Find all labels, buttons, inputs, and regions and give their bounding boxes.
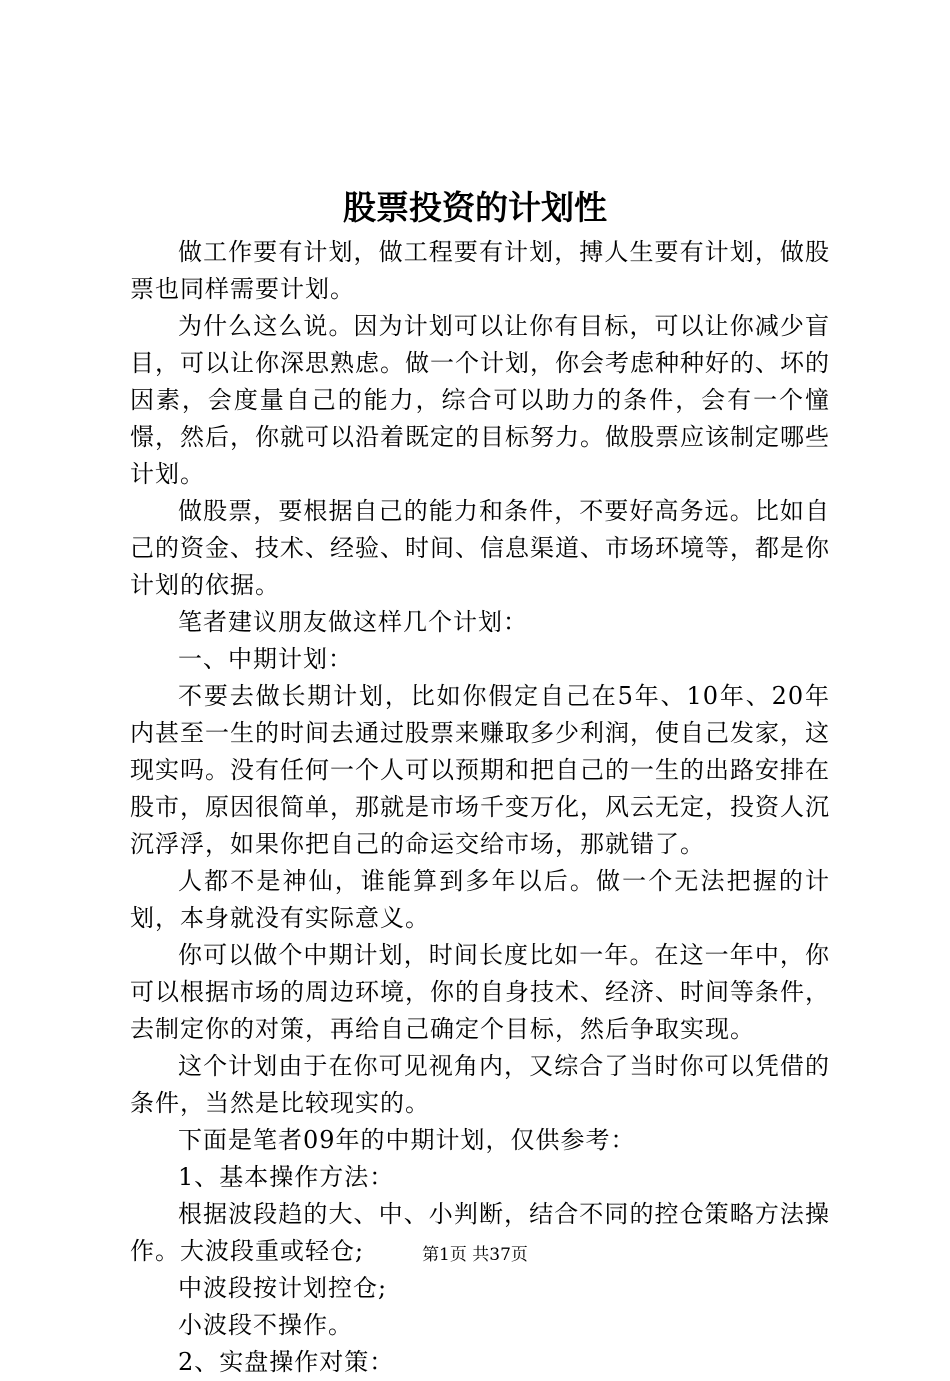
paragraph: 中波段按计划控仓;	[178, 1274, 388, 1302]
page-title: 股票投资的计划性	[343, 188, 607, 227]
list-heading: 2、实盘操作对策：	[178, 1348, 395, 1376]
document-body	[130, 234, 830, 1381]
paragraph: 笔者建议朋友做这样几个计划：	[178, 608, 528, 636]
paragraph: 你可以做个中期计划，时间长度比如一年。在这一年中，你可以根据市场的周边环境，你的自身技术、经济、时间等条件，去制定你的对策，再给自己确定个目标，然后争取实现。	[130, 941, 830, 1043]
paragraph: 这个计划由于在你可见视角内，又综合了当时你可以凭借的条件，当然是比较现实的。	[130, 1052, 830, 1117]
paragraph: 不要去做长期计划，比如你假定自己在5年、10年、20年内甚至一生的时间去通过股票来赚取多少利润，使自己发家，这现实吗。没有任何一个人可以预期和把自己的一生的出路安排在股市，原因很简单，那就是市场千变万化，风云无定，投资人沉沉浮浮，如果你把自己的命运交给市场，那就错了。	[130, 682, 830, 858]
paragraph: 小波段不操作。	[178, 1311, 353, 1339]
paragraph: 下面是笔者09年的中期计划，仅供参考：	[178, 1126, 636, 1154]
paragraph: 做股票，要根据自己的能力和条件，不要好高务远。比如自己的资金、技术、经验、时间、信息渠道、市场环境等，都是你计划的依据。	[130, 497, 830, 599]
paragraph: 为什么这么说。因为计划可以让你有目标，可以让你减少盲目，可以让你深思熟虑。做一个计划，你会考虑种种好的、坏的因素，会度量自己的能力，综合可以助力的条件，会有一个憧憬，然后，你就可以沿着既定的目标努力。做股票应该制定哪些计划。	[130, 312, 830, 488]
paragraph: 做工作要有计划，做工程要有计划，搏人生要有计划，做股票也同样需要计划。	[130, 238, 830, 303]
paragraph: 人都不是神仙，谁能算到多年以后。做一个无法把握的计划，本身就没有实际意义。	[130, 867, 830, 932]
section-heading: 一、中期计划：	[178, 645, 353, 673]
list-heading: 1、基本操作方法：	[178, 1163, 395, 1191]
paragraph: 根据波段趋的大、中、小判断，结合不同的控仓策略方法操作。大波段重或轻仓;	[130, 1200, 830, 1265]
page-number-footer: 第1页 共37页	[422, 1245, 528, 1265]
